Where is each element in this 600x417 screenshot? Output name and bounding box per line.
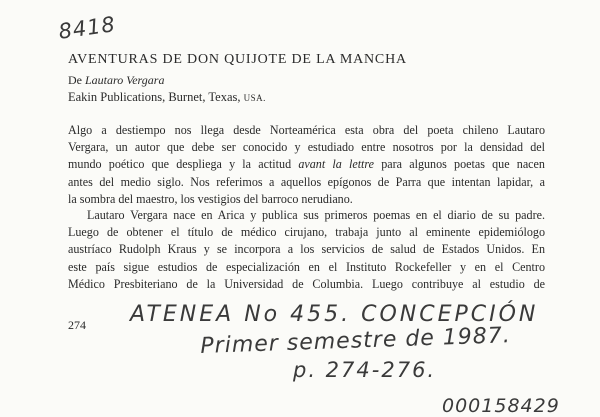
text-line: Vergara, un autor que debe ser conocido y estudiado entre nosotros por la densidad del	[68, 140, 545, 155]
publisher-country: USA.	[243, 93, 266, 103]
handwritten-reference-line-3: p. 274-276.	[293, 358, 437, 382]
text-segment: para algunos poetas que nacen	[381, 157, 545, 172]
handwritten-catalog-number: 8418	[57, 12, 118, 44]
paragraph-2	[68, 207, 545, 293]
publisher-line	[68, 90, 266, 105]
publisher-text: Eakin Publications, Burnet, Texas,	[68, 90, 241, 104]
handwritten-reference-line-2: Primer semestre de 1987.	[200, 323, 512, 359]
review-author	[68, 73, 164, 88]
text-segment: mundo poético que despliega y la actitud	[68, 157, 292, 172]
text-line: Lautaro Vergara nace en Arica y publica sus primeros poemas en el diario de su padre.	[87, 208, 545, 222]
text-line	[68, 156, 545, 173]
text-line: la sombra del maestro, los vestigios del barroco nerudiano.	[68, 191, 353, 206]
review-title: AVENTURAS DE DON QUIJOTE DE LA MANCHA	[68, 52, 407, 67]
page-number: 274	[68, 318, 86, 332]
italic-phrase: avant la lettre	[298, 157, 375, 172]
text-line: este país sigue estudios de especialización en el Instituto Rockefeller y en el Centro	[68, 259, 545, 274]
author-name: Lautaro Vergara	[85, 73, 165, 87]
author-prefix: De	[68, 73, 82, 87]
text-line: Médico Presbiteriano de la Universidad de Columbia. Luego contribuye al estudio de	[68, 276, 545, 291]
paragraph-1	[68, 122, 545, 208]
handwritten-archive-code: 000158429	[442, 395, 560, 417]
handwritten-reference-line-1: ATENEA No 455. CONCEPCIÓN	[130, 302, 539, 327]
text-line: Algo a destiempo nos llega desde Norteamérica esta obra del poeta chileno Lautaro	[68, 123, 545, 137]
text-line: Luego de obtener el título de médico cirujano, trabaja junto al eminente epidemiólogo	[68, 225, 545, 240]
text-line: austríaco Rudolph Kraus y se incorpora a los servicios de salud de Estados Unidos. En	[68, 242, 545, 257]
text-line: antes del medio siglo. Nos referimos a aquellos epígonos de Parra que intentan lapidar, a	[68, 174, 545, 189]
